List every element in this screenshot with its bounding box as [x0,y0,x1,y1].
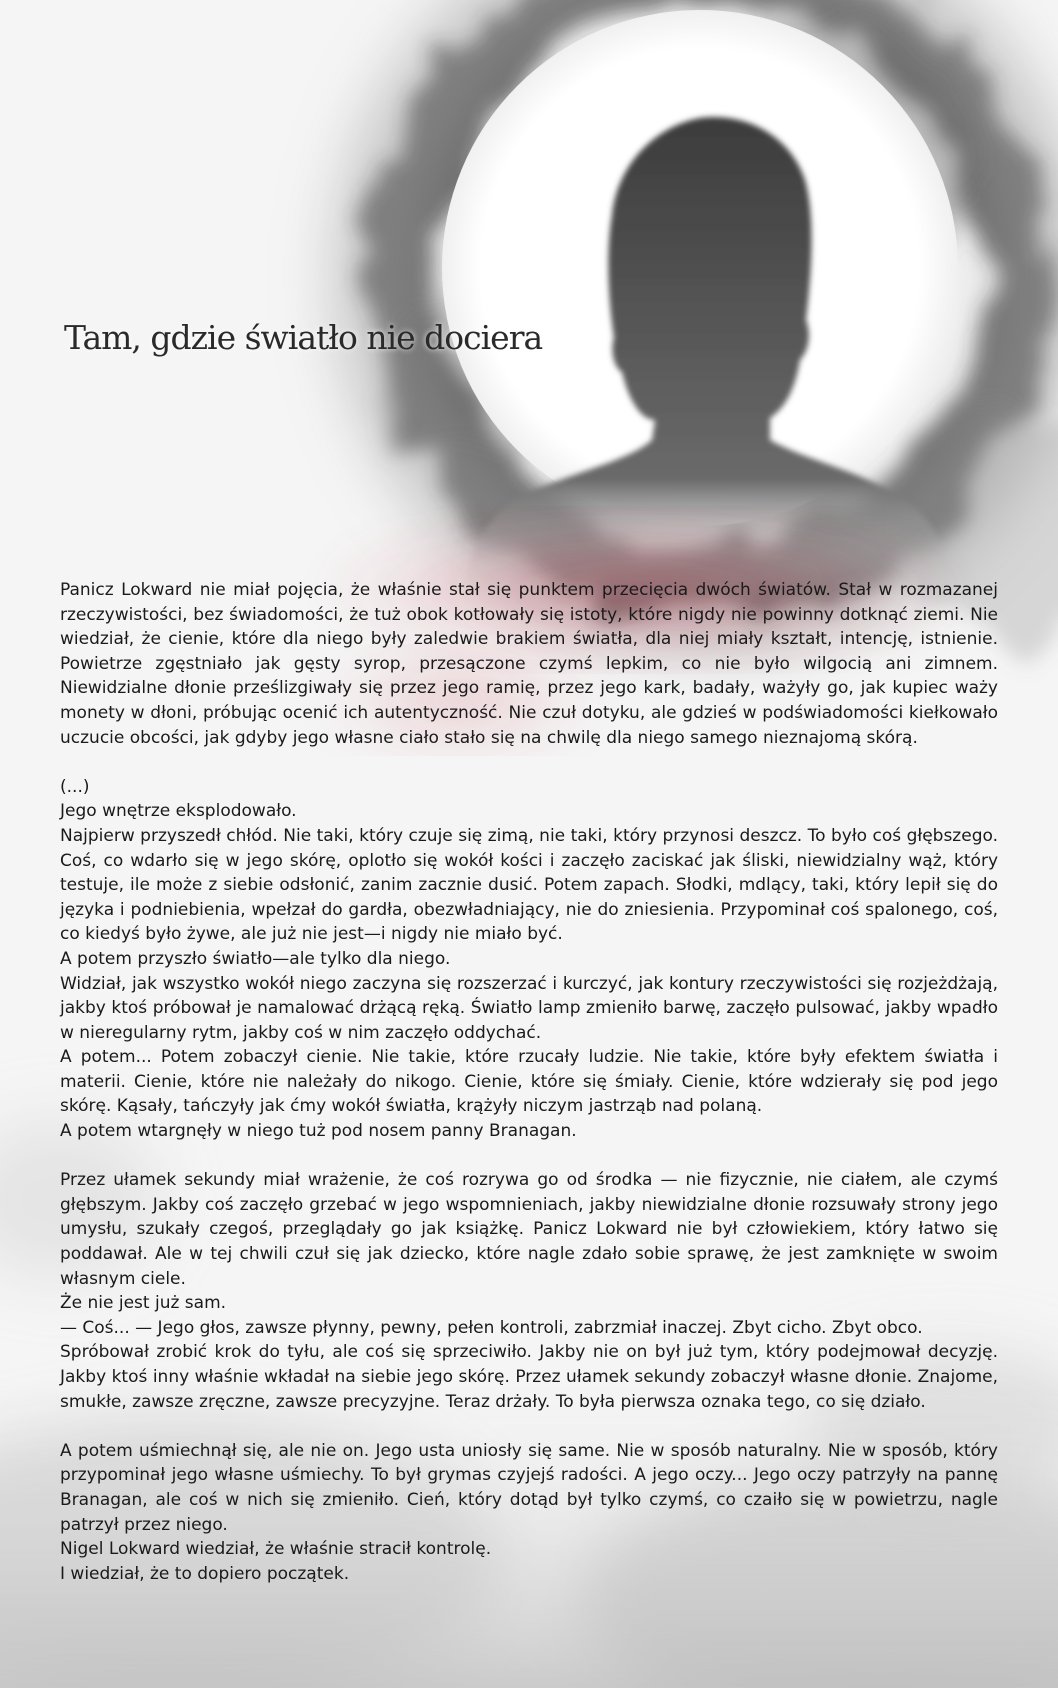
paragraph: A potem przyszło światło—ale tylko dla niego. [60,948,451,969]
paragraph: Panicz Lokward nie miał pojęcia, że właśnie stał się punktem przecięcia dwóch światów. Stał w rozmazanej rzeczywistości, bez świadomości, że tuż obok kotłowały się istoty, które nigdy nie powinny dotknąć ziemi. Nie wiedział, że cienie, które dla niego były zaledwie brakiem światła, dla niej miały kształt, intencję, istnienie. Powietrze zgęstniało jak gęsty syrop, przesączone czymś lepkim, co nie było wilgocią ani zimnem. Niewidzialne dłonie prześlizgiwały się przez jego ramię, przez jego kark, badały, ważyły go, jak kupiec waży monety w dłoni, próbując ocenić ich autentyczność. Nie czuł dotyku, ale gdzieś w podświadomości kiełkowało uczucie obcości, jak gdyby jego własne ciało stało się na chwilę dla niego samego nieznajomą skórą. [60,580,998,748]
paragraph: Nigel Lokward wiedział, że właśnie stracił kontrolę. [60,1539,492,1560]
paragraph: Spróbował zrobić krok do tyłu, ale coś się sprzeciwiło. Jakby nie on był już tym, który podejmował decyzję. Jakby ktoś inny właśnie wkładał na siebie jego skórę. Przez ułamek sekundy zobaczył własne dłonie. Znajome, smukłe, zawsze zręczne, zawsze precyzyjne. Teraz drżały. To była pierwsza oznaka tego, co się działo. [60,1342,998,1412]
paragraph: (...) [60,776,90,797]
page-title: Tam, gdzie światło nie dociera [64,318,543,357]
paragraph: A potem... Potem zobaczył cienie. Nie takie, które rzucały ludzie. Nie takie, które były efektem światła i materii. Cienie, które nie należały do nikogo. Cienie, które się śmiały. Cienie, które wdzierały się pod jego skórę. Kąsały, tańczyły jak ćmy wokół światła, krążyły niczym jastrząb nad polaną. [60,1047,998,1117]
paragraph: A potem wtargnęły w niego tuż pod nosem panny Branagan. [60,1121,577,1142]
paragraph: Że nie jest już sam. [60,1293,227,1314]
story-text [60,578,998,1586]
paragraph-spacer [60,1144,998,1169]
paragraph-spacer [60,750,998,775]
paragraph: A potem uśmiechnął się, ale nie on. Jego usta uniosły się same. Nie w sposób naturalny. Nie w sposób, który przypominał jego własne uśmiechy. To był grymas czyjejś radości. A jego oczy... Jego oczy patrzyły na pannę Branagan, ale coś w nich się zmieniło. Cień, który dotąd był tylko czymś, co czaiło się w powietrzu, nagle patrzył przez niego. [60,1440,998,1535]
paragraph: Jego wnętrze eksplodowało. [60,801,297,822]
paragraph: Przez ułamek sekundy miał wrażenie, że coś rozrywa go od środka — nie fizycznie, nie ciałem, ale czymś głębszym. Jakby coś zaczęło grzebać w jego wspomnieniach, jakby niewidzialne dłonie rozsuwały strony jego umysłu, szukały czegoś, przeglądały go jak książkę. Panicz Lokward nie był człowiekiem, który łatwo się poddawał. Ale w tej chwili czuł się jak dziecko, które nagle zdało sobie sprawę, że jest zamknięte w swoim własnym ciele. [60,1170,998,1289]
paragraph: Widział, jak wszystko wokół niego zaczyna się rozszerzać i kurczyć, jak kontury rzeczywistości się rozjeżdżają, jakby ktoś próbował je namalować drżącą ręką. Światło lamp zmieniło barwę, zaczęło pulsować, jakby wpadło w nieregularny rytm, jakby coś w nim zaczęło oddychać. [60,973,998,1043]
paragraph-spacer [60,1414,998,1439]
paragraph: Najpierw przyszedł chłód. Nie taki, który czuje się zimą, nie taki, który przynosi deszcz. To było coś głębszego. Coś, co wdarło się w jego skórę, oplotło się wokół kości i zaczęło zaciskać jak śliski, niewidzialny wąż, który testuje, ile może z siebie odsłonić, zanim zacznie dusić. Potem zapach. Słodki, mdlący, taki, który lepił się do języka i podniebienia, wpełzał do gardła, obezwładniający, nie do zniesienia. Przypominał coś spalonego, coś, co kiedyś było żywe, ale już nie jest—i nigdy nie miało być. [60,825,998,945]
paragraph: — Coś... — Jego głos, zawsze płynny, pewny, pełen kontroli, zabrzmiał inaczej. Zbyt cicho. Zbyt obco. [60,1317,923,1338]
paragraph: I wiedział, że to dopiero początek. [60,1563,350,1584]
